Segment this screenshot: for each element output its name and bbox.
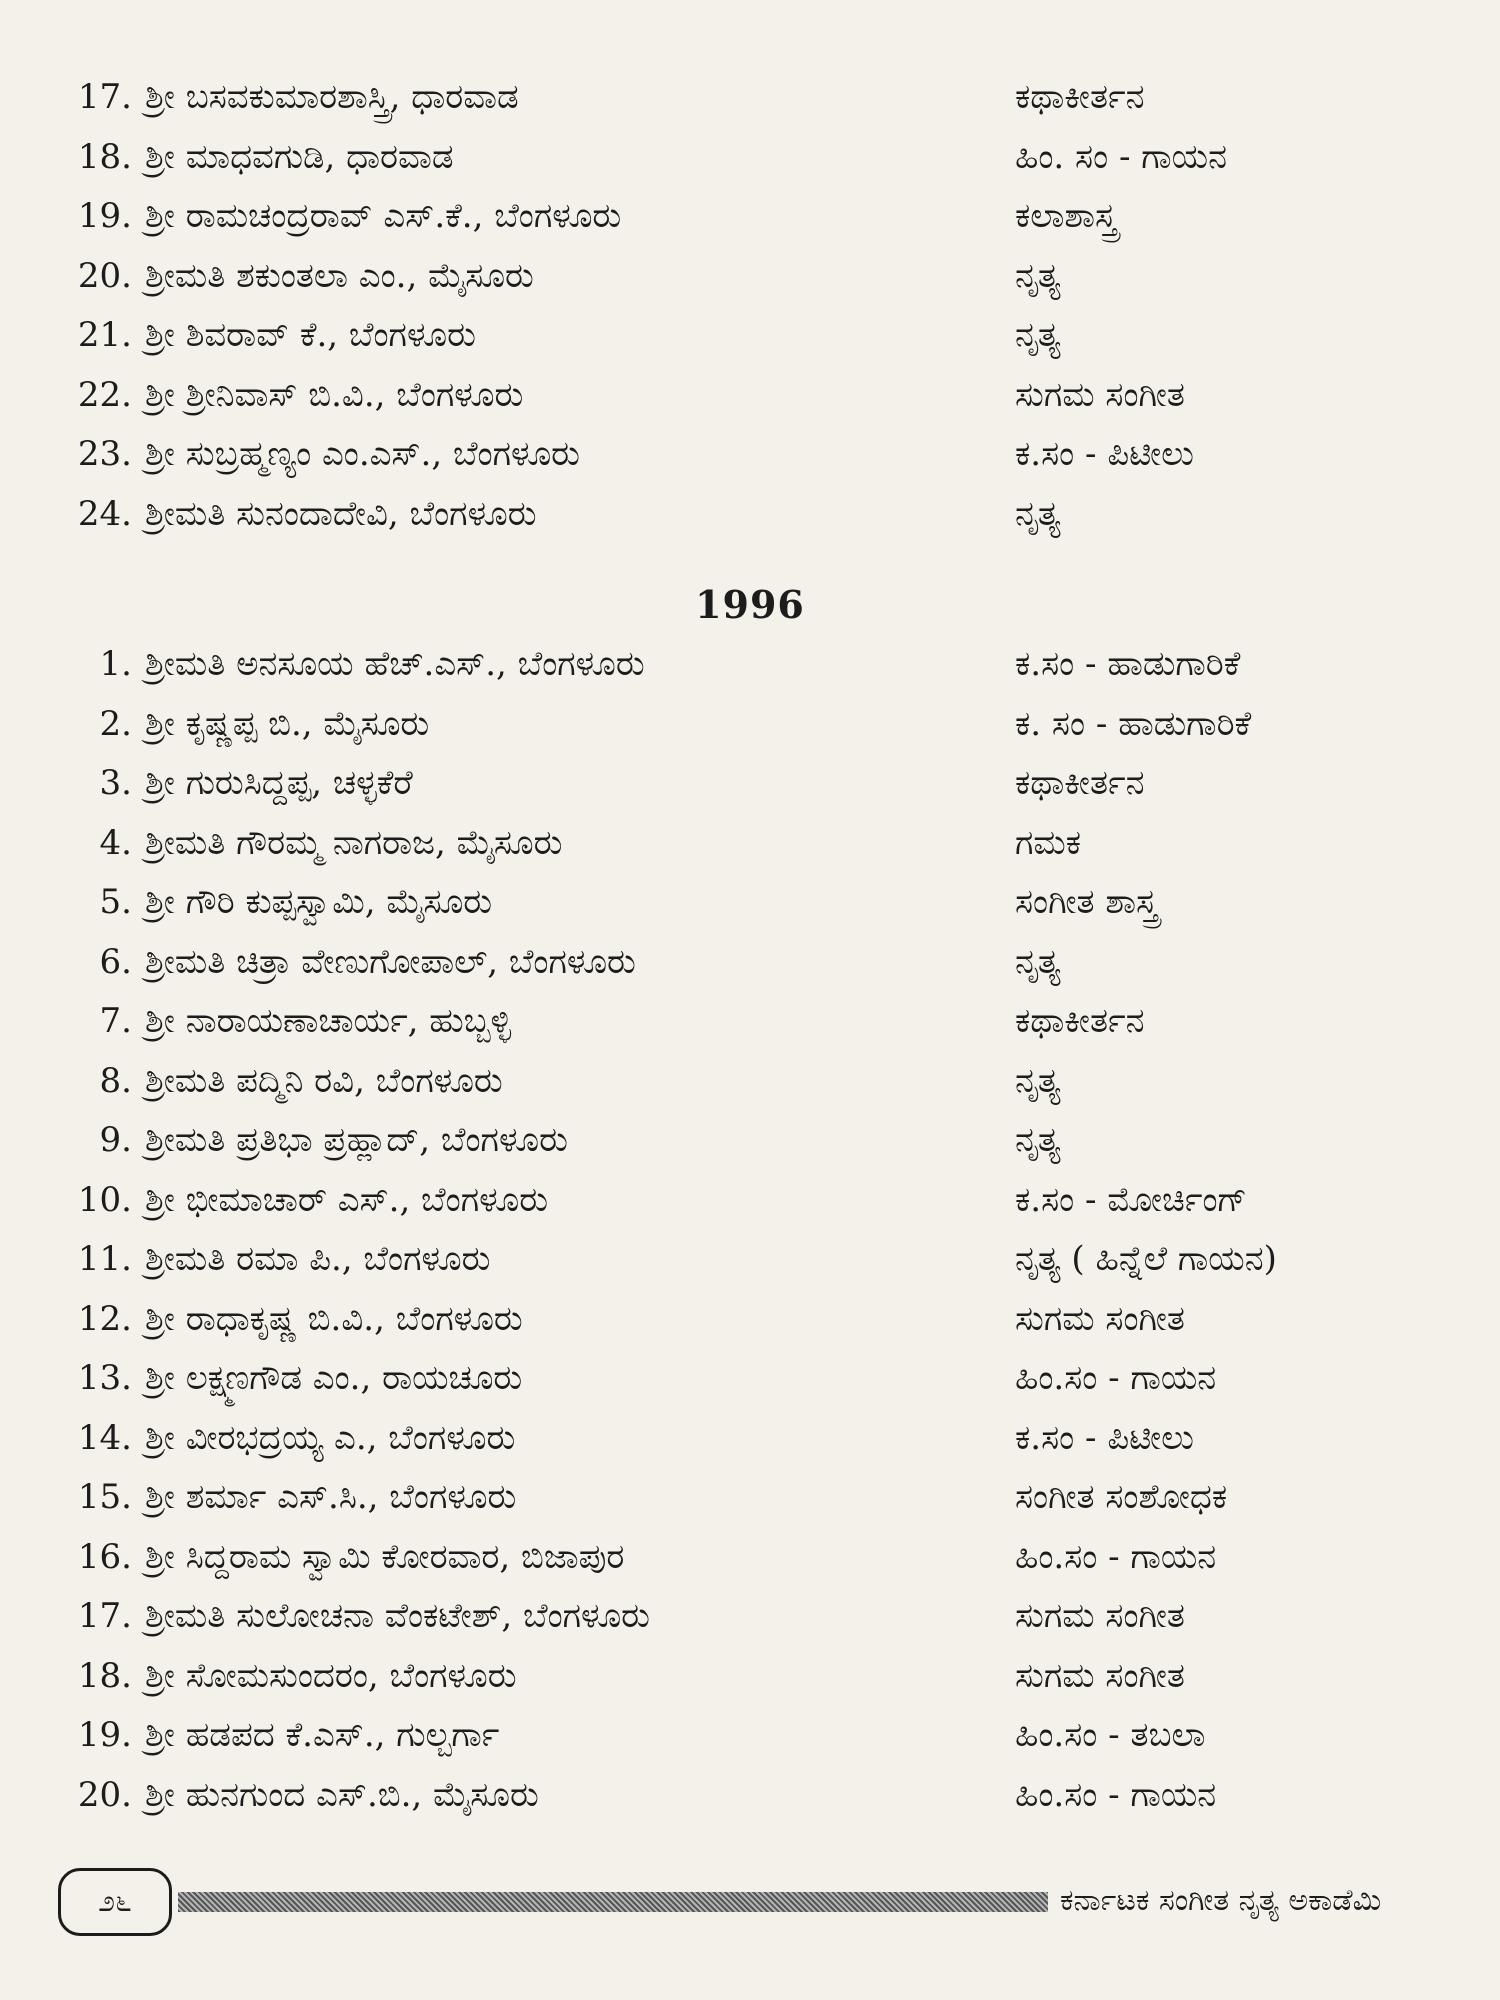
art-field: ನೃತ್ಯ ( ಹಿನ್ನೆಲೆ ಗಾಯನ) — [1015, 1239, 1277, 1279]
awardee-name: ಶ್ರೀ ರಾಮಚಂದ್ರರಾವ್ ಎಸ್.ಕೆ., ಬೆಂಗಳೂರು — [145, 196, 622, 236]
entry-number: 21. — [77, 315, 132, 355]
list-item — [0, 485, 1500, 545]
awardee-name: ಶ್ರೀ ಸುಬ್ರಹ್ಮಣ್ಯಂ ಎಂ.ಎಸ್., ಬೆಂಗಳೂರು — [145, 434, 580, 474]
footer-rule — [178, 1892, 1048, 1912]
entry-number: 7. — [99, 1001, 132, 1041]
art-field: ಕ.ಸಂ - ಮೋರ್ಚಿಂಗ್ — [1015, 1179, 1247, 1220]
entry-number: 19. — [77, 196, 132, 236]
art-field: ಹಿಂ. ಸಂ - ಗಾಯನ — [1015, 136, 1227, 177]
entry-number: 20. — [77, 255, 132, 296]
awardee-name: ಶ್ರೀ ರಾಧಾಕೃಷ್ಣ ಬಿ.ವಿ., ಬೆಂಗಳೂರು — [145, 1298, 523, 1339]
awardee-name: ಶ್ರೀಮತಿ ಗೌರಮ್ಮ ನಾಗರಾಜ, ಮೈಸೂರು — [145, 822, 563, 863]
art-field: ನೃತ್ಯ — [1015, 493, 1061, 534]
art-field: ನೃತ್ಯ — [1015, 1120, 1061, 1160]
art-field: ಕಲಾಶಾಸ್ತ್ರ — [1015, 196, 1117, 236]
art-field: ಕ. ಸಂ - ಹಾಡುಗಾರಿಕೆ — [1015, 703, 1252, 744]
entry-number: 9. — [99, 1120, 132, 1160]
art-field: ಹಿಂ.ಸಂ - ಗಾಯನ — [1015, 1536, 1217, 1577]
art-field: ಸಂಗೀತ ಸಂಶೋಧಕ — [1015, 1477, 1228, 1517]
entry-number: 20. — [77, 1774, 132, 1815]
art-field: ಕಥಾಕೀರ್ತನ — [1015, 763, 1145, 803]
list-item — [0, 1111, 1500, 1171]
page-footer — [58, 1868, 1478, 1934]
entry-number: 22. — [77, 374, 132, 415]
list-item — [0, 695, 1500, 755]
art-field: ನೃತ್ಯ — [1015, 1060, 1061, 1101]
art-field: ಕ.ಸಂ - ಹಾಡುಗಾರಿಕೆ — [1015, 644, 1241, 684]
list-item — [0, 933, 1500, 993]
awardee-name: ಶ್ರೀ ಗುರುಸಿದ್ದಪ್ಪ, ಚಳ್ಳಕೆರೆ — [145, 763, 413, 803]
list-item — [0, 68, 1500, 128]
year-heading: 1996 — [695, 582, 805, 627]
entry-number: 17. — [77, 1596, 132, 1636]
art-field: ಸಂಗೀತ ಶಾಸ್ತ್ರ — [1015, 882, 1158, 922]
entry-number: 18. — [77, 136, 132, 177]
awardee-name: ಶ್ರೀ ಬಸವಕುಮಾರಶಾಸ್ತ್ರಿ, ಧಾರವಾಡ — [145, 77, 519, 117]
art-field: ಸುಗಮ ಸಂಗೀತ — [1015, 1655, 1185, 1696]
list-item — [0, 187, 1500, 247]
awardee-name: ಶ್ರೀಮತಿ ಶಕುಂತಲಾ ಎಂ., ಮೈಸೂರು — [145, 255, 534, 296]
entry-number: 1. — [99, 644, 132, 684]
list-item — [0, 1647, 1500, 1707]
awardee-name: ಶ್ರೀ ಹುನಗುಂದ ಎಸ್.ಬಿ., ಮೈಸೂರು — [145, 1774, 539, 1815]
entry-number: 4. — [99, 822, 132, 863]
awardee-name: ಶ್ರೀ ಸಿದ್ದರಾಮ ಸ್ವಾಮಿ ಕೋರವಾರ, ಬಿಜಾಪುರ — [145, 1536, 625, 1577]
awardee-name: ಶ್ರೀಮತಿ ಅನಸೂಯ ಹೆಚ್.ಎಸ್., ಬೆಂಗಳೂರು — [145, 644, 645, 684]
entry-number: 2. — [99, 703, 132, 744]
art-field: ಗಮಕ — [1015, 822, 1082, 863]
entry-number: 13. — [77, 1358, 132, 1398]
awardee-name: ಶ್ರೀ ಭೀಮಾಚಾರ್ ಎಸ್., ಬೆಂಗಳೂರು — [145, 1179, 549, 1220]
awardee-name: ಶ್ರೀಮತಿ ಪ್ರತಿಭಾ ಪ್ರಹ್ಲಾದ್, ಬೆಂಗಳೂರು — [145, 1120, 568, 1160]
entry-number: 18. — [77, 1655, 132, 1696]
list-item — [0, 873, 1500, 933]
awardee-list-continued — [0, 68, 1500, 544]
awardee-name: ಶ್ರೀಮತಿ ಸುನಂದಾದೇವಿ, ಬೆಂಗಳೂರು — [145, 493, 537, 534]
list-item — [0, 425, 1500, 485]
awardee-name: ಶ್ರೀ ಶಿವರಾವ್ ಕೆ., ಬೆಂಗಳೂರು — [145, 315, 476, 355]
art-field: ಹಿಂ.ಸಂ - ಗಾಯನ — [1015, 1358, 1217, 1398]
page-number: ೨೬ — [58, 1868, 172, 1936]
entry-number: 11. — [77, 1239, 132, 1279]
list-item — [0, 1587, 1500, 1647]
awardee-list-1996 — [0, 635, 1500, 1825]
entry-number: 23. — [77, 434, 132, 474]
publisher-name: ಕರ್ನಾಟಕ ಸಂಗೀತ ನೃತ್ಯ ಅಕಾಡೆಮಿ — [1060, 1883, 1382, 1918]
list-item — [0, 1230, 1500, 1290]
list-item — [0, 754, 1500, 814]
awardee-name: ಶ್ರೀಮತಿ ಪದ್ಮಿನಿ ರವಿ, ಬೆಂಗಳೂರು — [145, 1060, 503, 1101]
awardee-name: ಶ್ರೀಮತಿ ಚಿತ್ರಾ ವೇಣುಗೋಪಾಲ್, ಬೆಂಗಳೂರು — [145, 941, 636, 982]
art-field: ಸುಗಮ ಸಂಗೀತ — [1015, 1298, 1185, 1339]
awardee-name: ಶ್ರೀ ನಾರಾಯಣಾಚಾರ್ಯ, ಹುಬ್ಬಳ್ಳಿ — [145, 1001, 512, 1041]
list-item — [0, 1528, 1500, 1588]
art-field: ಸುಗಮ ಸಂಗೀತ — [1015, 374, 1185, 415]
awardee-name: ಶ್ರೀ ಕೃಷ್ಣಪ್ಪ ಬಿ., ಮೈಸೂರು — [145, 703, 430, 744]
list-item — [0, 1052, 1500, 1112]
awardee-name: ಶ್ರೀ ಶರ್ಮಾ ಎಸ್.ಸಿ., ಬೆಂಗಳೂರು — [145, 1477, 517, 1517]
entry-number: 3. — [99, 763, 132, 803]
entry-number: 8. — [99, 1060, 132, 1101]
art-field: ನೃತ್ಯ — [1015, 315, 1061, 355]
awardee-name: ಶ್ರೀ ವೀರಭದ್ರಯ್ಯ ಎ., ಬೆಂಗಳೂರು — [145, 1417, 516, 1458]
list-item — [0, 635, 1500, 695]
entry-number: 14. — [77, 1417, 132, 1458]
list-item — [0, 992, 1500, 1052]
list-item — [0, 1290, 1500, 1350]
list-item — [0, 1766, 1500, 1826]
list-item — [0, 814, 1500, 874]
list-item — [0, 1171, 1500, 1231]
entry-number: 16. — [77, 1536, 132, 1577]
awardee-name: ಶ್ರೀಮತಿ ರಮಾ ಪಿ., ಬೆಂಗಳೂರು — [145, 1239, 491, 1279]
entry-number: 10. — [77, 1179, 132, 1220]
entry-number: 15. — [77, 1477, 132, 1517]
entry-number: 19. — [77, 1715, 132, 1755]
entry-number: 6. — [99, 941, 132, 982]
awardee-name: ಶ್ರೀ ಸೋಮಸುಂದರಂ, ಬೆಂಗಳೂರು — [145, 1655, 517, 1696]
art-field: ಹಿಂ.ಸಂ - ಗಾಯನ — [1015, 1774, 1217, 1815]
entry-number: 12. — [77, 1298, 132, 1339]
awardee-name: ಶ್ರೀ ಲಕ್ಷ್ಮಣಗೌಡ ಎಂ., ರಾಯಚೂರು — [145, 1358, 523, 1398]
art-field: ಕ.ಸಂ - ಪಿಟೀಲು — [1015, 434, 1194, 474]
awardee-name: ಶ್ರೀಮತಿ ಸುಲೋಚನಾ ವೆಂಕಟೇಶ್, ಬೆಂಗಳೂರು — [145, 1596, 650, 1636]
awardee-name: ಶ್ರೀ ಗೌರಿ ಕುಪ್ಪಸ್ವಾಮಿ, ಮೈಸೂರು — [145, 882, 493, 922]
awardee-name: ಶ್ರೀ ಹಡಪದ ಕೆ.ಎಸ್., ಗುಲ್ಬರ್ಗಾ — [145, 1715, 500, 1755]
list-item — [0, 366, 1500, 426]
entry-number: 17. — [77, 77, 132, 117]
entry-number: 5. — [99, 882, 132, 922]
awardee-name: ಶ್ರೀ ಶ್ರೀನಿವಾಸ್ ಬಿ.ವಿ., ಬೆಂಗಳೂರು — [145, 374, 524, 415]
list-item — [0, 247, 1500, 307]
list-item — [0, 306, 1500, 366]
list-item — [0, 1409, 1500, 1469]
entry-number: 24. — [77, 493, 132, 534]
art-field: ಹಿಂ.ಸಂ - ತಬಲಾ — [1015, 1715, 1206, 1755]
awardee-name: ಶ್ರೀ ಮಾಧವಗುಡಿ, ಧಾರವಾಡ — [145, 136, 454, 177]
list-item — [0, 128, 1500, 188]
art-field: ಕಥಾಕೀರ್ತನ — [1015, 77, 1145, 117]
art-field: ನೃತ್ಯ — [1015, 255, 1061, 296]
list-item — [0, 1706, 1500, 1766]
art-field: ಸುಗಮ ಸಂಗೀತ — [1015, 1596, 1185, 1636]
art-field: ಕ.ಸಂ - ಪಿಟೀಲು — [1015, 1417, 1194, 1458]
list-item — [0, 1468, 1500, 1528]
art-field: ನೃತ್ಯ — [1015, 941, 1061, 982]
art-field: ಕಥಾಕೀರ್ತನ — [1015, 1001, 1145, 1041]
list-item — [0, 1349, 1500, 1409]
